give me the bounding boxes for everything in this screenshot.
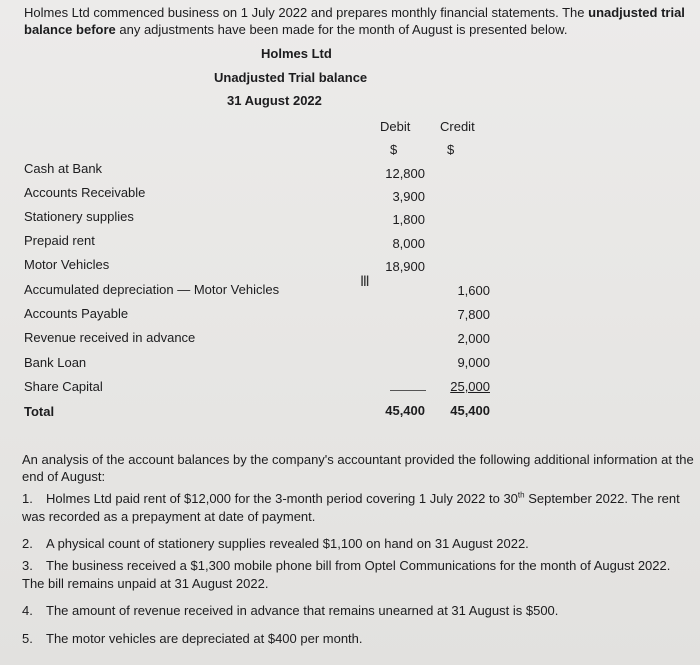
- credit-value: 7,800: [457, 307, 490, 322]
- debit-value: 3,900: [392, 189, 425, 204]
- total-credit: 45,400: [450, 403, 490, 418]
- account-name: Share Capital: [24, 379, 103, 394]
- credit-value: 1,600: [457, 283, 490, 298]
- intro-text-b: any adjustments have been made for the month of August is presented below.: [115, 22, 568, 37]
- account-name: Accounts Receivable: [24, 185, 146, 200]
- note-number: 4.: [22, 603, 33, 618]
- note-number: 3.: [22, 558, 33, 573]
- note-superscript: th: [517, 490, 525, 500]
- note-number: 5.: [22, 631, 33, 646]
- debit-value: 12,800: [385, 166, 425, 181]
- note-number: 1.: [22, 491, 33, 506]
- credit-value: 9,000: [457, 355, 490, 370]
- note-text: A physical count of stationery supplies revealed $1,100 on hand on 31 August 2022.: [46, 536, 529, 551]
- intro-text-a: Holmes Ltd commenced business on 1 July 2022 and prepares monthly financial statements. The: [24, 5, 589, 20]
- account-name: Accumulated depreciation — Motor Vehicles: [24, 282, 280, 297]
- debit-unit: $: [390, 142, 398, 157]
- debit-subtotal-rule: [390, 390, 426, 391]
- note-item: [22, 557, 696, 593]
- company-name: Holmes Ltd: [261, 46, 332, 61]
- note-text: September 2022. The rent was recorded as a prepayment at date of payment.: [22, 491, 680, 524]
- total-debit: 45,400: [385, 403, 425, 418]
- debit-header: Debit: [380, 119, 411, 134]
- intro-bold-b: balance before: [24, 22, 116, 37]
- account-name: Revenue received in advance: [24, 330, 196, 345]
- intro-bold-a: unadjusted trial: [588, 5, 685, 20]
- intro-paragraph: [24, 4, 700, 38]
- note-item: [22, 630, 696, 648]
- debit-value: 8,000: [392, 236, 425, 251]
- account-name: Motor Vehicles: [24, 257, 110, 272]
- note-item: [22, 535, 696, 553]
- note-text: The business received a $1,300 mobile phone bill from Optel Communications for the month of August 2022. The bill remains unpaid at 31 August 2022.: [22, 558, 671, 591]
- credit-unit: $: [447, 142, 455, 157]
- account-name: Stationery supplies: [24, 209, 134, 224]
- credit-value: 2,000: [457, 331, 490, 346]
- note-text: The motor vehicles are depreciated at $400 per month.: [46, 631, 363, 646]
- credit-value: 25,000: [450, 379, 490, 394]
- note-text: Holmes Ltd paid rent of $12,000 for the 3-month period covering 1 July 2022 to 30: [46, 491, 518, 506]
- account-name: Accounts Payable: [24, 306, 129, 321]
- account-name: Prepaid rent: [24, 233, 95, 248]
- debit-value: 1,800: [392, 212, 425, 227]
- report-date: 31 August 2022: [227, 93, 322, 108]
- total-label: Total: [24, 404, 55, 419]
- note-item: [22, 490, 696, 526]
- text-cursor-icon: Ⅲ: [360, 273, 370, 289]
- analysis-intro: An analysis of the account balances by the company's accountant provided the following additional information at the end of August:: [22, 452, 694, 484]
- note-item: [22, 602, 696, 620]
- debit-value: 18,900: [385, 259, 425, 274]
- account-name: Bank Loan: [24, 355, 87, 370]
- note-text: The amount of revenue received in advance that remains unearned at 31 August is $500.: [46, 603, 559, 618]
- account-name: Cash at Bank: [24, 161, 103, 176]
- note-number: 2.: [22, 536, 33, 551]
- credit-header: Credit: [440, 119, 475, 134]
- report-title: Unadjusted Trial balance: [214, 70, 368, 85]
